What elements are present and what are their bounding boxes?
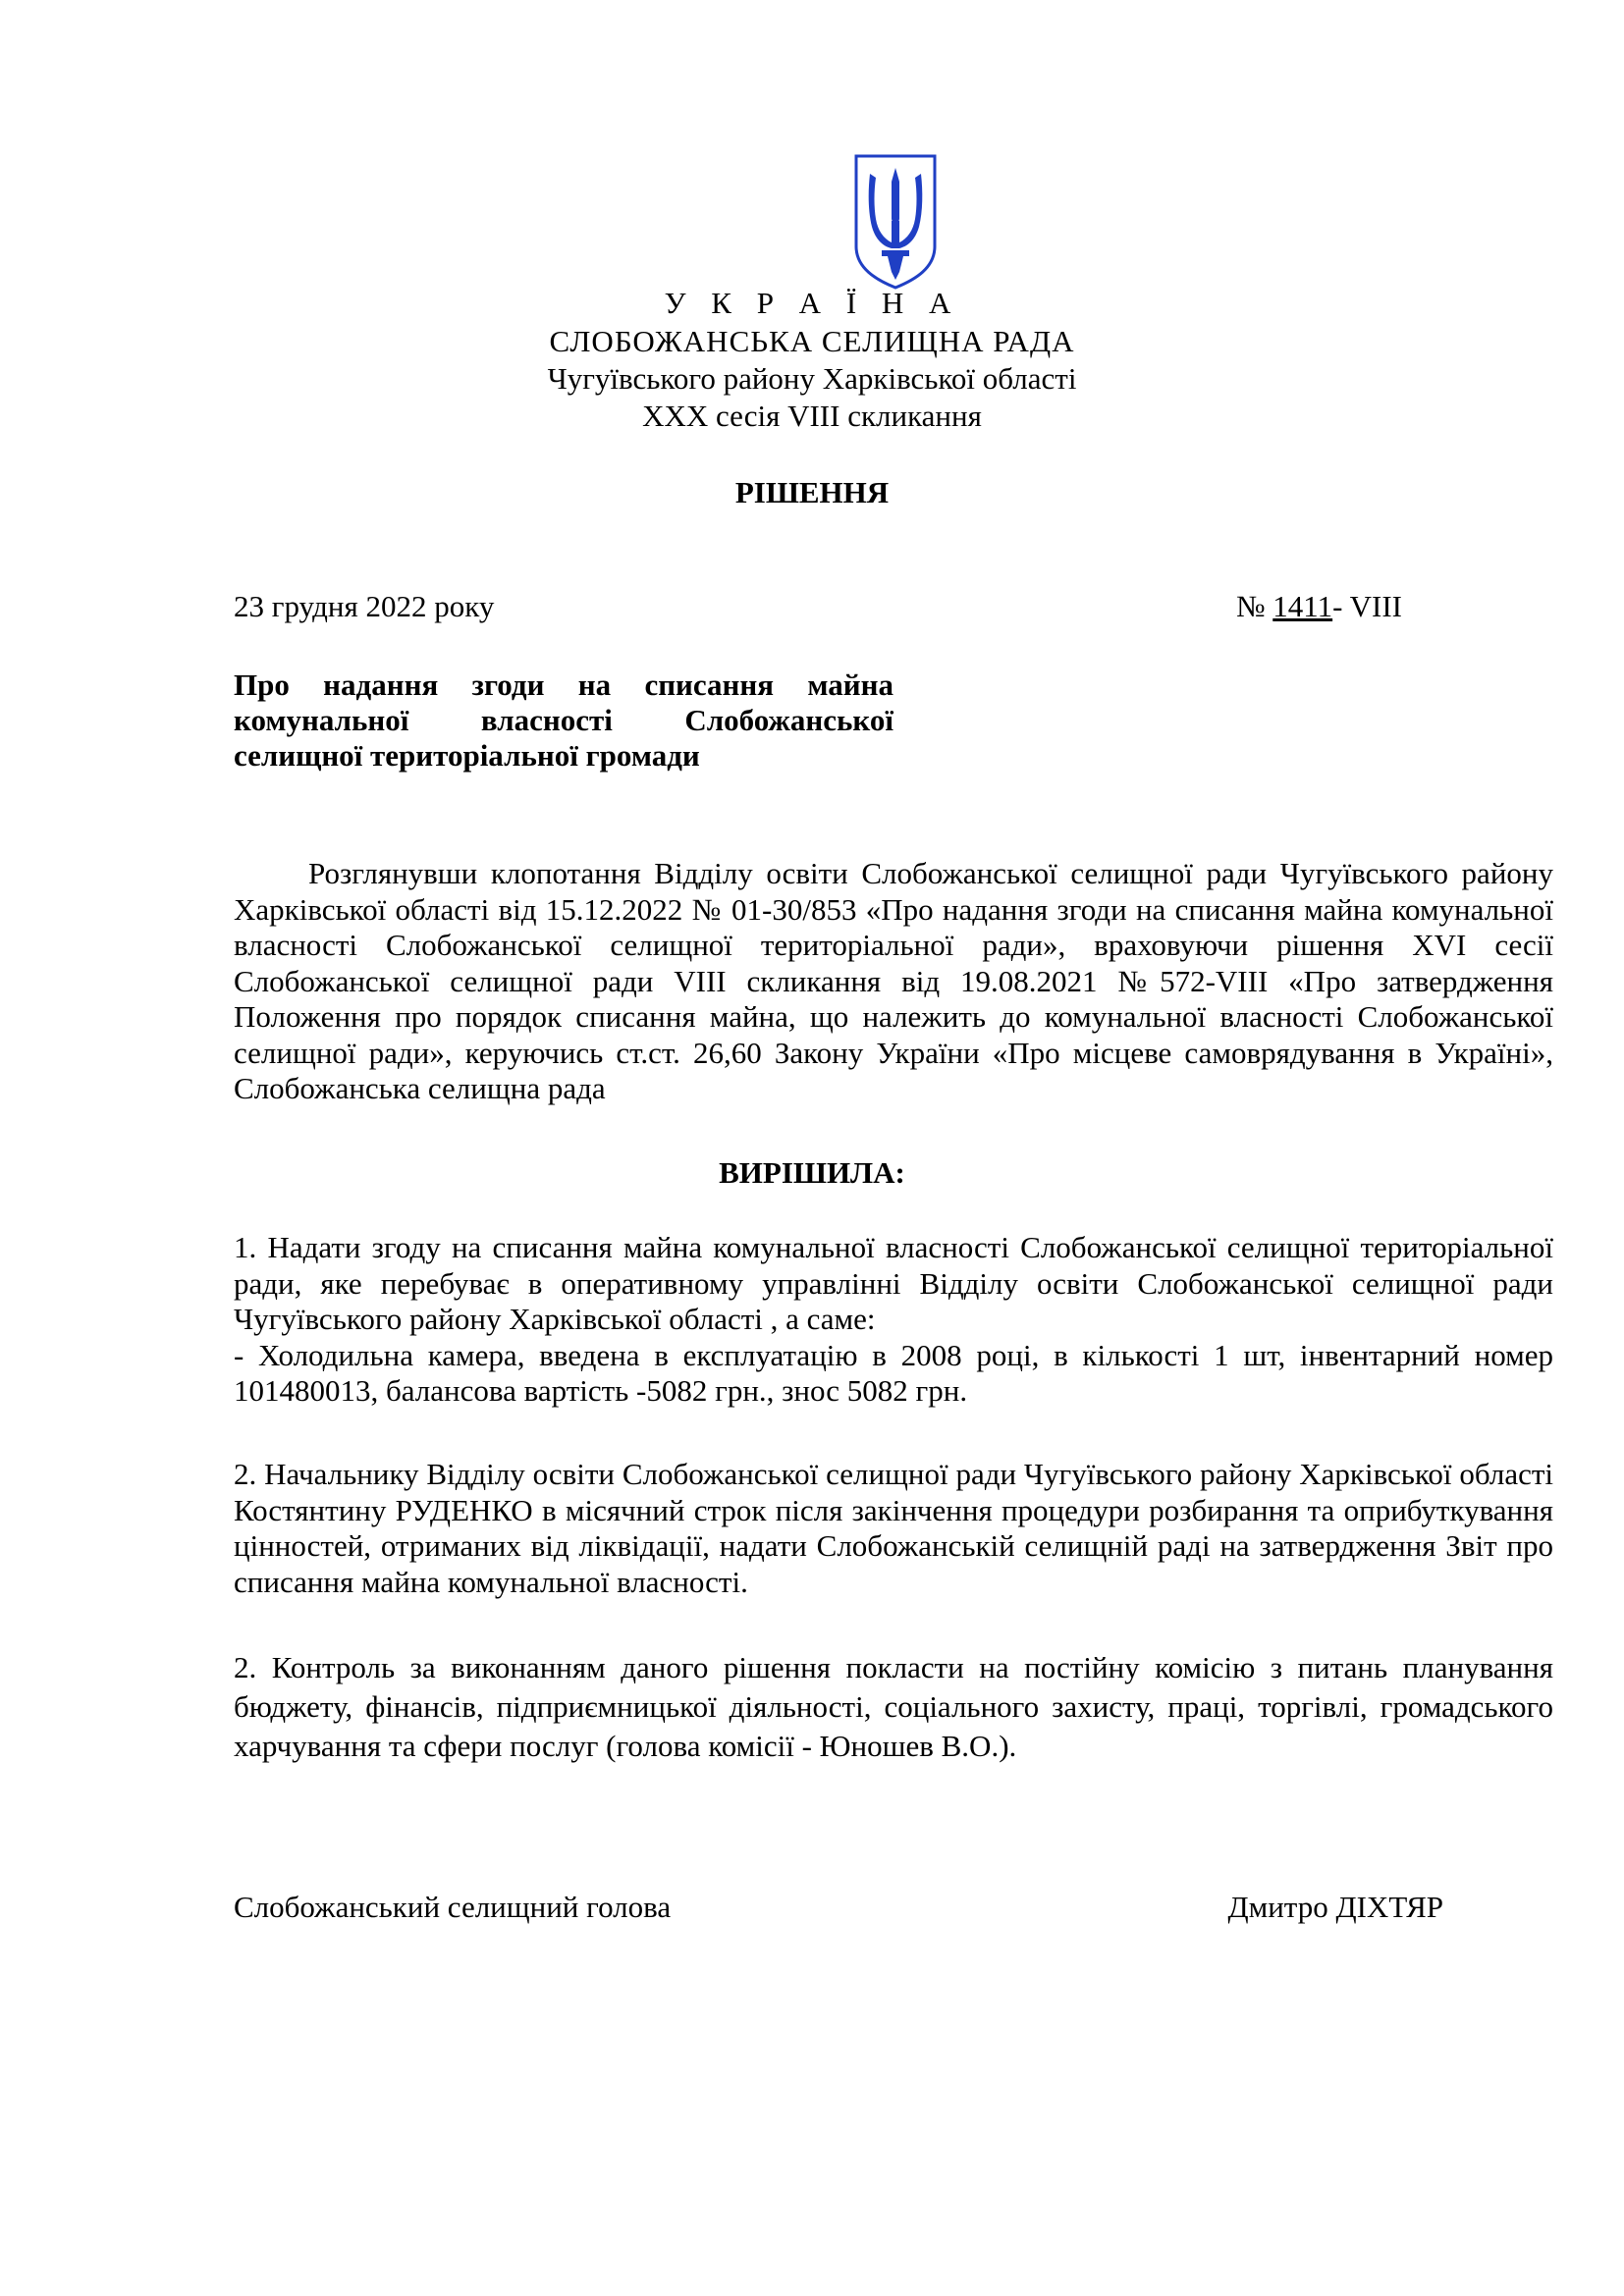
decision-title: РІШЕННЯ <box>734 475 890 509</box>
subject-line-1: Про надання згоди на списання майна <box>234 667 893 702</box>
resolved-title: ВИРІШИЛА: <box>719 1155 905 1190</box>
decision-subject <box>234 667 893 774</box>
decision-number <box>1236 589 1402 624</box>
header-session: XXX сесія VIII скликання <box>642 399 982 433</box>
header-country: У К Р А Ї Н А <box>664 286 960 320</box>
subject-line-2: комунальної власності Слобожанської <box>234 703 893 737</box>
signature-title: Слобожанський селищний голова <box>234 1890 672 1924</box>
decision-date: 23 грудня 2022 року <box>234 589 495 623</box>
decision-number-prefix: № <box>1235 589 1273 623</box>
resolution-item-2: 2. Начальнику Відділу освіти Слобожанської селищної ради Чугуївського району Харківської області Костянтину РУДЕНКО в місячний строк після закінчення процедури розбирання та оприбуткування цінностей, отриманих від ліквідації, надати Слобожанській селищній раді на затвердження Звіт про списання майна комунальної власності. <box>234 1457 1553 1599</box>
resolution-item-3: 2. Контроль за виконанням даного рішення покласти на постійну комісію з питань планування бюджету, фінансів, підприємницької діяльності, соціального захисту, праці, торгівлі, громадського харчування та сфери послуг (голова комісії - Юношев В.О.). <box>234 1650 1553 1763</box>
header-district: Чугуївського району Харківської області <box>547 361 1077 396</box>
resolution-item-1-detail: - Холодильна камера, введена в експлуатацію в 2008 році, в кількості 1 шт, інвентарний номер 101480013, балансова вартість -5082 грн., знос 5082 грн. <box>234 1337 1553 1408</box>
decision-number-value: 1411 <box>1272 589 1333 623</box>
header-council-name: СЛОБОЖАНСЬКА СЕЛИЩНА РАДА <box>549 324 1075 358</box>
resolution-item-1 <box>234 1230 1553 1410</box>
subject-line-3: селищної територіальної громади <box>234 738 700 773</box>
signature-name: Дмитро ДІХТЯР <box>1227 1890 1443 1924</box>
decision-number-suffix: - VIII <box>1332 589 1402 623</box>
coat-of-arms-trident-icon <box>852 152 939 290</box>
resolution-item-1-text: 1. Надати згоду на списання майна комунальної власності Слобожанської селищної територіальної ради, яке перебуває в оперативному управлінні Відділу освіти Слобожанської селищної ради Чугуївського району Харківської області , а саме: <box>234 1230 1553 1336</box>
preamble-paragraph: Розглянувши клопотання Відділу освіти Слобожанської селищної ради Чугуївського району Харківської області від 15.12.2022 № 01-30/853 «Про надання згоди на списання майна комунальної власності Слобожанської селищної територіальної ради», враховуючи рішення XVI сесії Слобожанської селищної ради VIII скликання від 19.08.2021 №572-VIII «Про затвердження Положення про порядок списання майна, що належить до комунальної власності Слобожанської селищної ради», керуючись ст.ст. 26,60 Закону України «Про місцеве самоврядування в Україні», Слобожанська селищна рада <box>234 856 1553 1105</box>
